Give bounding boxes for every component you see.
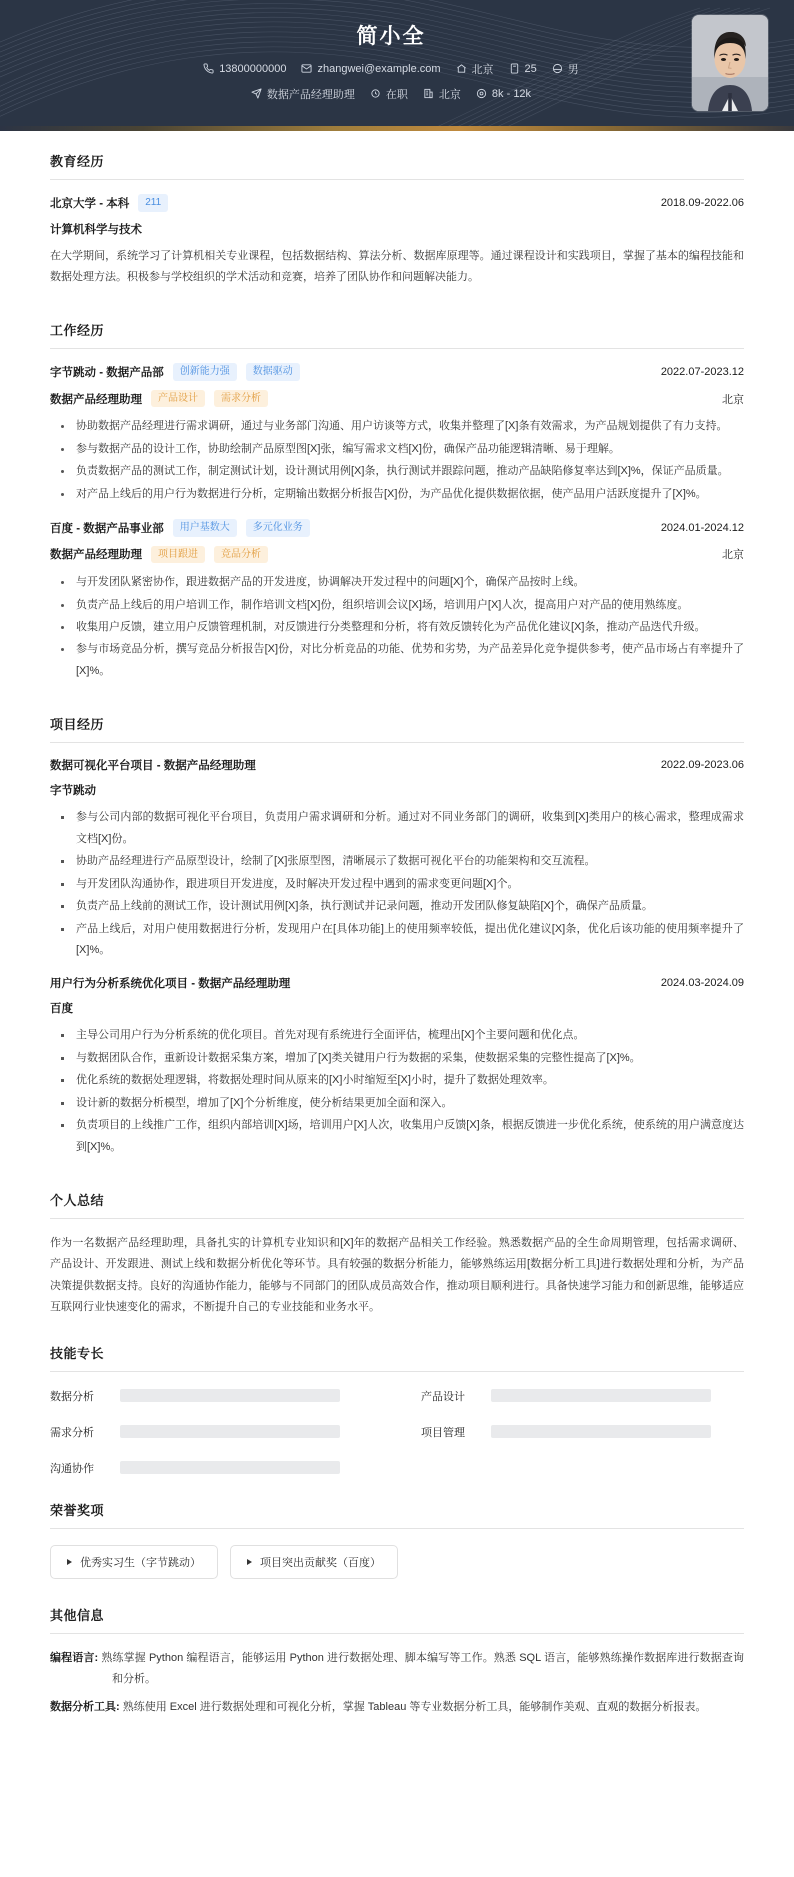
target-position-text: 数据产品经理助理 — [266, 88, 355, 101]
skill-item — [50, 1388, 373, 1404]
section-title-other: 其他信息 — [50, 1605, 744, 1634]
section-honors — [50, 1500, 744, 1579]
contact-hometown-text: 北京 — [471, 63, 494, 76]
work-role-tag: 项目跟进 — [151, 546, 205, 564]
skill-label: 沟通协作 — [50, 1462, 94, 1475]
section-skills — [50, 1343, 744, 1476]
honor-chip[interactable] — [230, 1545, 398, 1579]
honor-chip[interactable] — [50, 1545, 218, 1579]
work-role: 数据产品经理助理 — [50, 549, 142, 562]
building-icon — [423, 88, 434, 99]
project-entry — [50, 757, 744, 961]
project-name: 用户行为分析系统优化项目 - 数据产品经理助理 — [50, 978, 291, 991]
section-title-work: 工作经历 — [50, 320, 744, 349]
work-bullets — [50, 572, 744, 682]
home-icon — [456, 63, 467, 74]
work-date: 2024.01-2024.12 — [660, 521, 744, 534]
other-info-item — [50, 1697, 744, 1718]
work-company-tag: 数据驱动 — [246, 363, 300, 381]
list-item: 优化系统的数据处理逻辑，将数据处理时间从原来的[X]小时缩短至[X]小时，提升了数据处理效率。 — [50, 1070, 744, 1091]
list-item: 负责产品上线后的用户培训工作，制作培训文档[X]份，组织培训会议[X]场，培训用户[X]人次，提高用户对产品的使用熟练度。 — [50, 595, 744, 616]
other-info-label: 编程语言: — [50, 1651, 99, 1664]
work-company-tag: 创新能力强 — [173, 363, 237, 381]
skill-label: 数据分析 — [50, 1390, 94, 1403]
skill-progress-bar — [120, 1461, 340, 1474]
skills-grid — [50, 1386, 744, 1476]
honors-list — [50, 1543, 744, 1579]
list-item: 负责产品上线前的测试工作，设计测试用例[X]条，执行测试并记录问题，推动开发团队修复缺陷[X]个，确保产品质量。 — [50, 896, 744, 917]
list-item: 负责数据产品的测试工作，制定测试计划，设计测试用例[X]条，执行测试并跟踪问题，推动产品缺陷修复率达到[X]%，保证产品质量。 — [50, 461, 744, 482]
skill-progress-bar — [491, 1425, 711, 1438]
education-tag: 211 — [138, 194, 168, 212]
work-role: 数据产品经理助理 — [50, 393, 142, 406]
work-company-tag: 用户基数大 — [173, 519, 237, 537]
education-entry — [50, 194, 744, 288]
contact-age — [509, 63, 537, 75]
work-date: 2022.07-2023.12 — [660, 366, 744, 379]
work-role-tag: 产品设计 — [151, 390, 205, 408]
list-item: 主导公司用户行为分析系统的优化项目。首先对现有系统进行全面评估，梳理出[X]个主要问题和优化点。 — [50, 1025, 744, 1046]
job-status-text: 在职 — [385, 88, 408, 101]
skill-item — [50, 1460, 373, 1476]
target-position — [251, 86, 355, 102]
play-triangle-icon — [67, 1559, 72, 1565]
skill-progress-bar — [120, 1425, 340, 1438]
project-bullets — [50, 807, 744, 961]
work-bullets — [50, 416, 744, 505]
avatar — [692, 15, 768, 111]
send-icon — [251, 88, 262, 99]
section-title-education: 教育经历 — [50, 151, 744, 180]
contact-phone-text: 13800000000 — [219, 62, 287, 75]
list-item: 负责项目的上线推广工作，组织内部培训[X]场，培训用户[X]人次，收集用户反馈[X]条，根据反馈进一步优化系统，使系统的用户满意度达到[X]%。 — [50, 1115, 744, 1158]
section-other-info — [50, 1605, 744, 1718]
mail-icon — [301, 63, 312, 74]
work-company: 百度 - 数据产品事业部 — [50, 522, 164, 535]
work-city-text: 北京 — [438, 88, 461, 101]
gender-icon — [552, 63, 563, 74]
project-entry — [50, 975, 744, 1158]
work-role-tag: 需求分析 — [214, 390, 268, 408]
section-education — [50, 151, 744, 288]
contact-gender — [552, 61, 579, 77]
project-company: 字节跳动 — [50, 785, 96, 798]
section-title-skills: 技能专长 — [50, 1343, 744, 1372]
project-name: 数据可视化平台项目 - 数据产品经理助理 — [50, 760, 256, 773]
education-major: 计算机科学与技术 — [50, 223, 142, 236]
resume-body — [0, 131, 794, 1750]
avatar-portrait — [692, 15, 768, 111]
list-item: 与开发团队沟通协作，跟进项目开发进度，及时解决开发过程中遇到的需求变更问题[X]个。 — [50, 874, 744, 895]
section-title-summary: 个人总结 — [50, 1190, 744, 1219]
section-work — [50, 320, 744, 682]
skill-progress-bar — [491, 1389, 711, 1402]
contact-line-1 — [90, 61, 692, 77]
skill-item — [421, 1388, 744, 1404]
other-info-text: 熟练使用 Excel 进行数据处理和可视化分析，掌握 Tableau 等专业数据分析工具，能够制作美观、直观的数据分析报表。 — [122, 1700, 707, 1713]
list-item: 与开发团队紧密协作，跟进数据产品的开发进度，协调解决开发过程中的问题[X]个，确保产品按时上线。 — [50, 572, 744, 593]
other-info-text: 熟练掌握 Python 编程语言，能够运用 Python 进行数据处理、脚本编写等工作。熟悉 SQL 语言，能够熟练操作数据库进行数据查询和分析。 — [101, 1651, 744, 1686]
contact-email-text: zhangwei@example.com — [317, 62, 441, 75]
education-date: 2018.09-2022.06 — [660, 196, 744, 209]
list-item: 协助数据产品经理进行需求调研，通过与业务部门沟通、用户访谈等方式，收集并整理了[X]条有效需求，为产品规划提供了有力支持。 — [50, 416, 744, 437]
resume-header — [0, 0, 794, 126]
work-entry — [50, 519, 744, 682]
list-item: 参与数据产品的设计工作，协助绘制产品原型图[X]张，编写需求文档[X]份，确保产品功能逻辑清晰、易于理解。 — [50, 439, 744, 460]
project-date: 2022.09-2023.06 — [660, 759, 744, 772]
other-info-label: 数据分析工具: — [50, 1700, 120, 1713]
section-title-project: 项目经历 — [50, 714, 744, 743]
skill-item — [421, 1424, 744, 1440]
section-summary — [50, 1190, 744, 1319]
header-info — [0, 16, 692, 111]
work-location: 北京 — [722, 549, 744, 562]
work-location: 北京 — [722, 393, 744, 406]
education-school: 北京大学 - 本科 — [50, 197, 130, 210]
skill-item — [50, 1424, 373, 1440]
skill-label: 需求分析 — [50, 1426, 94, 1439]
skill-label: 产品设计 — [421, 1390, 465, 1403]
section-project — [50, 714, 744, 1158]
list-item: 协助产品经理进行产品原型设计，绘制了[X]张原型图，清晰展示了数据可视化平台的功能架构和交互流程。 — [50, 851, 744, 872]
job-status — [370, 86, 408, 102]
id-card-icon — [509, 63, 520, 74]
work-company-tag: 多元化业务 — [246, 519, 310, 537]
project-date: 2024.03-2024.09 — [660, 977, 744, 990]
work-city — [423, 86, 461, 102]
status-icon — [370, 88, 381, 99]
salary-text: 8k - 12k — [491, 87, 532, 100]
salary-expectation — [476, 88, 531, 100]
list-item: 参与市场竞品分析，撰写竞品分析报告[X]份，对比分析竞品的功能、优势和劣势，为产品差异化竞争提供参考，使产品市场占有率提升了[X]%。 — [50, 639, 744, 682]
contact-hometown — [456, 61, 494, 77]
summary-text: 作为一名数据产品经理助理，具备扎实的计算机专业知识和[X]年的数据产品相关工作经验。熟悉数据产品的全生命周期管理，包括需求调研、产品设计、开发跟进、测试上线和数据分析优化等环节。具有较强的数据分析能力，能够熟练运用[数据分析工具]进行数据处理和分析，为产品决策提供数据支持。良好的沟通协作能力，能够与不同部门的团队成员高效合作，推动项目顺利进行。具备快速学习能力和创新思维，能够适应互联网行业快速变化的需求，不断提升自己的专业技能和业务水平。 — [50, 1237, 744, 1314]
section-title-honors: 荣誉奖项 — [50, 1500, 744, 1529]
list-item: 参与公司内部的数据可视化平台项目，负责用户需求调研和分析。通过对不同业务部门的调研，收集到[X]类用户的核心需求，整理成需求文档[X]份。 — [50, 807, 744, 850]
work-role-tag: 竞品分析 — [214, 546, 268, 564]
skill-progress-bar — [120, 1389, 340, 1402]
contact-gender-text: 男 — [567, 63, 579, 76]
play-triangle-icon — [247, 1559, 252, 1565]
work-company: 字节跳动 - 数据产品部 — [50, 367, 164, 380]
honor-label: 优秀实习生（字节跳动） — [80, 1556, 201, 1569]
list-item: 收集用户反馈，建立用户反馈管理机制，对反馈进行分类整理和分析，将有效反馈转化为产品优化建议[X]条，推动产品迭代升级。 — [50, 617, 744, 638]
salary-icon — [476, 88, 487, 99]
contact-email — [301, 63, 440, 75]
phone-icon — [203, 63, 214, 74]
project-bullets — [50, 1025, 744, 1158]
work-entry — [50, 363, 744, 505]
skill-label: 项目管理 — [421, 1426, 465, 1439]
list-item: 与数据团队合作，重新设计数据采集方案，增加了[X]类关键用户行为数据的采集，使数据采集的完整性提高了[X]%。 — [50, 1048, 744, 1069]
honor-label: 项目突出贡献奖（百度） — [260, 1556, 381, 1569]
list-item: 对产品上线后的用户行为数据进行分析，定期输出数据分析报告[X]份，为产品优化提供数据依据，使产品用户活跃度提升了[X]%。 — [50, 484, 744, 505]
contact-phone — [203, 63, 286, 75]
contact-age-text: 25 — [524, 62, 537, 75]
list-item: 产品上线后，对用户使用数据进行分析，发现用户在[具体功能]上的使用频率较低，提出优化建议[X]条，优化后该功能的使用频率提升了[X]%。 — [50, 919, 744, 962]
list-item: 设计新的数据分析模型，增加了[X]个分析维度，使分析结果更加全面和深入。 — [50, 1093, 744, 1114]
other-info-item — [50, 1648, 744, 1691]
education-description: 在大学期间，系统学习了计算机相关专业课程，包括数据结构、算法分析、数据库原理等。通过课程设计和实践项目，掌握了基本的编程技能和数据处理方法。积极参与学校组织的学术活动和竞赛，培养了团队协作和问题解决能力。 — [50, 249, 744, 283]
candidate-name: 简小全 — [356, 24, 426, 48]
contact-line-2 — [90, 86, 692, 102]
project-company: 百度 — [50, 1003, 73, 1016]
